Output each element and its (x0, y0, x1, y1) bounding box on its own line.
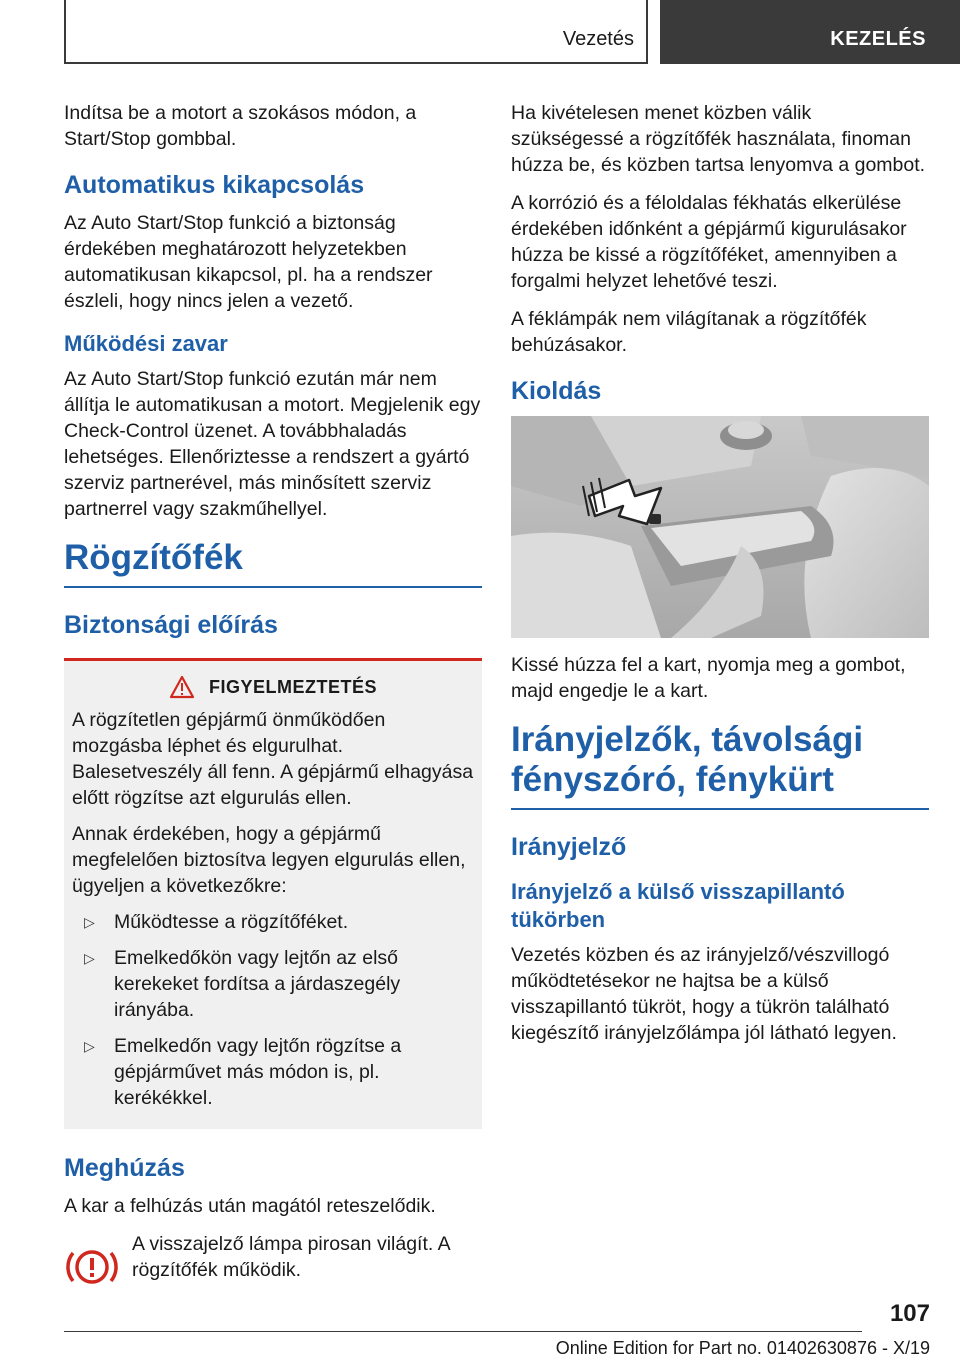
warning-title: FIGYELMEZTETÉS (208, 676, 377, 697)
right-column (511, 100, 929, 1058)
warning-title-row (72, 675, 474, 699)
right-paragraph-3: A féklámpák nem világítanak a rögzítőfék behúzásakor. (511, 308, 867, 356)
list-item (72, 945, 474, 1023)
intro-paragraph: Indítsa be a motort a szokásos módon, a Start/Stop gombbal. (64, 102, 417, 150)
warning-paragraph-1: A rögzítetlen gépjármű önműködően mozgásba léphet és elgurulhat. Balesetveszély áll fenn. A gépjármű elhagyása előtt rögzítse azt elgurulás ellen. (72, 709, 474, 809)
list-item (72, 1033, 474, 1111)
engage-heading: Meghúzás (64, 1154, 185, 1182)
brake-heading: Rögzítőfék (64, 538, 482, 588)
list-item-text: Működtesse a rögzítőféket. (114, 911, 349, 933)
right-paragraph-2: A korrózió és a féloldalas fékhatás elkerülése érdekében időnként a gépjármű kigurulásakor húzza be kissé a rögzítőféket, amennyiben a forgalmi helyzet lehetővé teszi. (511, 192, 907, 292)
footer-edition-text: Online Edition for Part no. 01402630876 - X/19 (555, 1338, 930, 1358)
header-section-title: Vezetés (562, 28, 634, 50)
list-item-text: Emelkedőn vagy lejtőn rögzítse a gépjárművet más módon is, pl. kerékékkel. (114, 1035, 402, 1109)
handbrake-illustration-image (511, 416, 929, 638)
turn-signal-heading: Irányjelzők, távolsági fényszóró, fénykürt (511, 720, 929, 810)
header-chapter-title: KEZELÉS (830, 28, 926, 50)
right-paragraph-1: Ha kivételesen menet közben válik szükségessé a rögzítőfék használata, finoman húzza be, és közben tartsa lenyomva a gombot. (511, 102, 926, 176)
warning-triangle-icon (169, 675, 195, 699)
left-column (64, 100, 482, 1289)
engage-paragraph: A kar a felhúzás után magától reteszelődik. (64, 1195, 436, 1217)
turn-signal-subheading: Irányjelző (511, 833, 627, 861)
warning-box (64, 658, 482, 1129)
triangle-bullet-icon: ▷ (84, 1038, 95, 1054)
list-item (72, 909, 474, 935)
header-section-box (64, 0, 648, 64)
triangle-bullet-icon: ▷ (84, 914, 95, 930)
release-heading: Kioldás (511, 377, 602, 405)
list-item-text: Emelkedőkön vagy lejtőn az első kerekeket fordítsa a járdaszegély irányába. (114, 947, 401, 1021)
warning-paragraph-2: Annak érdekében, hogy a gépjármű megfelelően biztosítva legyen elgurulás ellen, ügyeljen a következőkre: (72, 823, 466, 897)
mirror-turn-heading: Irányjelző a külső visszapillantó tükörben (511, 879, 845, 932)
safety-heading: Biztonsági előírás (64, 611, 278, 639)
indicator-row (64, 1231, 482, 1289)
parking-brake-warning-icon (64, 1245, 120, 1289)
malfunction-paragraph: Az Auto Start/Stop funkció ezután már nem állítja le automatikusan a motort. Megjelenik egy Check-Control üzenet. A továbbhaladás lehetséges. Ellenőriztesse a rendszert a gyártó szerviz partnerével, más minősített szerviz partnerrel vagy szakműhellyel. (64, 368, 481, 520)
header-chapter-box (660, 0, 960, 64)
mirror-turn-paragraph: Vezetés közben és az irányjelző/vészvillogó működtetésekor ne hajtsa be a külső visszapillantó tükröt, hogy a tükrön található kiegészítő irányjelzőlámpa jól látható legyen. (511, 944, 897, 1044)
triangle-bullet-icon: ▷ (84, 950, 95, 966)
page-number: 107 (889, 1300, 930, 1327)
release-paragraph: Kissé húzza fel a kart, nyomja meg a gombot, majd engedje le a kart. (511, 654, 906, 702)
auto-off-heading: Automatikus kikapcsolás (64, 171, 365, 199)
malfunction-heading: Működési zavar (64, 331, 228, 356)
footer-divider (64, 1331, 862, 1332)
indicator-paragraph: A visszajelző lámpa pirosan világít. A rögzítőfék működik. (132, 1233, 450, 1281)
auto-off-paragraph: Az Auto Start/Stop funkció a biztonság érdekében meghatározott helyzetekben automatikusan kikapcsol, pl. ha a rendszer észleli, hogy nincs jelen a vezető. (64, 212, 433, 312)
